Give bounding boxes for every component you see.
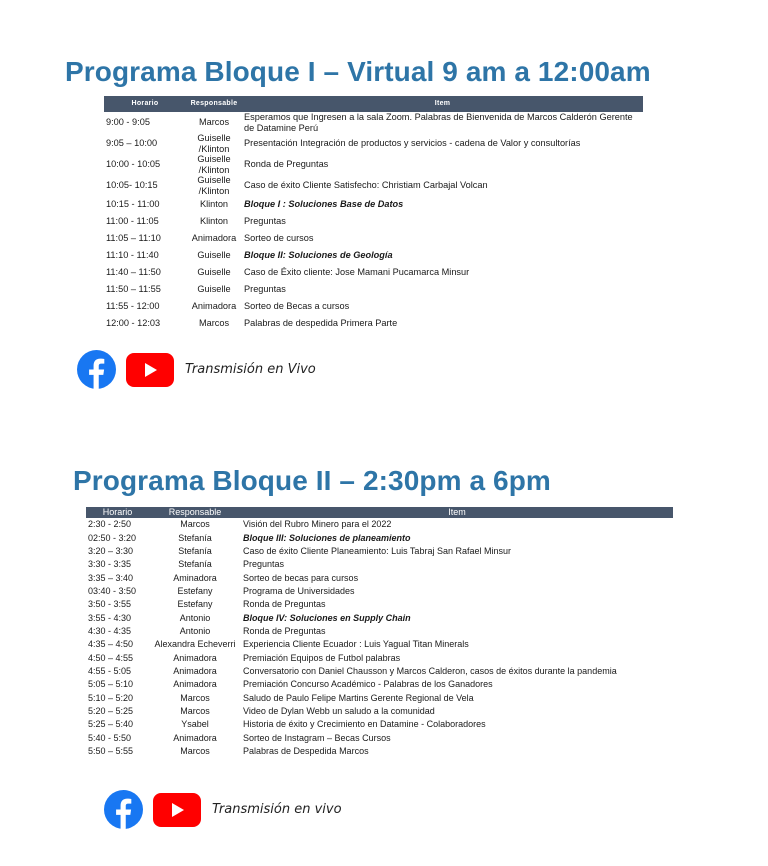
table-row: [104, 281, 643, 298]
time-cell: 4:35 – 4:50: [88, 639, 134, 650]
header-responsable: Responsable: [149, 507, 241, 518]
responsible-cell: Guiselle: [197, 250, 231, 261]
social-links-block2: [104, 789, 342, 830]
item-cell: Experiencia Cliente Ecuador : Luis Yagual Titan Minerals: [243, 639, 469, 650]
responsible-cell: Antonio: [179, 625, 211, 636]
time-cell: 5:25 – 5:40: [88, 719, 134, 730]
table-row: [104, 196, 643, 213]
table-row: [86, 678, 673, 691]
table-row: [86, 518, 673, 531]
header-horario: Horario: [104, 96, 186, 112]
time-cell: 3:35 – 3:40: [88, 572, 134, 583]
responsible-cell: Animadora: [173, 665, 217, 676]
table-row: [104, 298, 643, 315]
time-cell: 11:05 – 11:10: [106, 233, 161, 244]
table-row: [86, 705, 673, 718]
item-cell: Video de Dylan Webb un saludo a la comunidad: [243, 705, 435, 716]
live-stream-label: Transmisión en vivo: [212, 802, 342, 817]
responsible-cell: Antonio: [179, 612, 211, 623]
time-cell: 10:00 - 10:05: [106, 159, 161, 170]
responsible-cell: Marcos: [180, 519, 210, 530]
table-row: [104, 315, 643, 332]
item-cell: Bloque II: Soluciones de Geología: [244, 250, 393, 261]
live-stream-label: Transmisión en Vivo: [185, 362, 316, 377]
item-cell: Palabras de Despedida Marcos: [243, 746, 369, 757]
table-row: [86, 531, 673, 544]
table-row: [86, 732, 673, 745]
responsible-cell: Marcos: [180, 692, 210, 703]
time-cell: 12:00 - 12:03: [106, 318, 161, 329]
time-cell: 11:55 - 12:00: [106, 301, 160, 312]
item-cell: Presentación Integración de productos y servicios - cadena de Valor y consultorías: [244, 138, 581, 149]
time-cell: 5:05 – 5:10: [88, 679, 134, 690]
item-cell: Premiación Equipos de Futbol palabras: [243, 652, 401, 663]
item-cell: Sorteo de Instagram – Becas Cursos: [243, 732, 391, 743]
facebook-icon[interactable]: [104, 789, 143, 830]
item-cell: Bloque IV: Soluciones en Supply Chain: [243, 612, 411, 623]
schedule-table-block2: [86, 507, 673, 758]
item-cell: Programa de Universidades: [243, 585, 355, 596]
time-cell: 5:10 – 5:20: [88, 692, 134, 703]
time-cell: 3:50 - 3:55: [88, 599, 132, 610]
block2-title: Programa Bloque II – 2:30pm a 6pm: [73, 465, 551, 496]
item-cell: Sorteo de Becas a cursos: [244, 301, 350, 312]
table-row: [86, 571, 673, 584]
time-cell: 4:30 - 4:35: [88, 625, 132, 636]
schedule-body-block1: [104, 112, 643, 332]
header-horario: Horario: [86, 507, 149, 518]
item-cell: Esperamos que Ingresen a la sala Zoom. Palabras de Bienvenida de Marcos Calderón Gerente de Datamine Perú: [244, 112, 633, 133]
table-row: [86, 558, 673, 571]
responsible-cell: Guiselle: [197, 284, 231, 295]
time-cell: 9:00 - 9:05: [106, 117, 150, 128]
item-cell: Preguntas: [243, 559, 285, 570]
table-row: [86, 665, 673, 678]
facebook-icon[interactable]: [77, 349, 116, 390]
table-row: [104, 230, 643, 247]
item-cell: Caso de Éxito cliente: Jose Mamani Pucamarca Minsur: [244, 267, 470, 278]
time-cell: 02:50 - 3:20: [88, 532, 137, 543]
table-row: [86, 718, 673, 731]
table-row: [104, 213, 643, 230]
responsible-cell: Alexandra Echeverri: [154, 639, 236, 650]
table-row: [86, 625, 673, 638]
table-row: [86, 611, 673, 624]
table-row: [104, 133, 643, 154]
time-cell: 5:40 - 5:50: [88, 732, 132, 743]
time-cell: 11:00 - 11:05: [106, 216, 159, 227]
item-cell: Saludo de Paulo Felipe Martins Gerente Regional de Vela: [243, 692, 474, 703]
time-cell: 4:50 – 4:55: [88, 652, 134, 663]
responsible-cell: Marcos: [198, 318, 230, 329]
item-cell: Premiación Concurso Académico - Palabras de los Ganadores: [243, 679, 493, 690]
item-cell: Preguntas: [244, 284, 286, 295]
table-row: [86, 585, 673, 598]
responsible-cell: Animadora: [173, 652, 217, 663]
table-header-row: [86, 507, 673, 518]
header-responsable: Responsable: [186, 96, 242, 112]
responsible-cell: Estefany: [177, 585, 213, 596]
item-cell: Visión del Rubro Minero para el 2022: [243, 519, 392, 530]
item-cell: Palabras de despedida Primera Parte: [244, 318, 398, 329]
responsible-cell: Marcos: [180, 746, 210, 757]
responsible-cell: Guiselle /Klinton: [197, 133, 231, 154]
item-cell: Ronda de Preguntas: [243, 625, 326, 636]
time-cell: 11:50 – 11:55: [106, 284, 161, 295]
time-cell: 4:55 - 5:05: [88, 665, 132, 676]
item-cell: Bloque III: Soluciones de planeamiento: [243, 532, 411, 543]
item-cell: Sorteo de becas para cursos: [243, 572, 359, 583]
item-cell: Caso de éxito Cliente Satisfecho: Christiam Carbajal Volcan: [244, 180, 488, 191]
time-cell: 3:30 - 3:35: [88, 559, 132, 570]
table-row: [86, 691, 673, 704]
item-cell: Bloque I : Soluciones Base de Datos: [244, 199, 404, 210]
time-cell: 3:55 - 4:30: [88, 612, 132, 623]
responsible-cell: Animadora: [191, 233, 237, 244]
item-cell: Caso de éxito Cliente Planeamiento: Luis Tabraj San Rafael Minsur: [243, 545, 511, 556]
item-cell: Conversatorio con Daniel Chausson y Marcos Calderon, casos de éxitos durante la pandemia: [243, 665, 617, 676]
table-row: [86, 638, 673, 651]
schedule-body-block2: [86, 518, 673, 758]
responsible-cell: Guiselle /Klinton: [197, 154, 231, 175]
responsible-cell: Animadora: [191, 301, 237, 312]
table-row: [104, 175, 643, 196]
responsible-cell: Animadora: [173, 679, 217, 690]
responsible-cell: Guiselle: [197, 267, 231, 278]
item-cell: Ronda de Preguntas: [243, 599, 326, 610]
responsible-cell: Aminadora: [173, 572, 217, 583]
table-row: [104, 112, 643, 133]
responsible-cell: Marcos: [198, 117, 230, 128]
table-row: [104, 247, 643, 264]
time-cell: 10:15 - 11:00: [106, 199, 160, 210]
youtube-icon[interactable]: [153, 793, 201, 827]
time-cell: 5:50 – 5:55: [88, 746, 134, 757]
responsible-cell: Ysabel: [181, 719, 209, 730]
table-header-row: [104, 96, 643, 112]
table-row: [86, 545, 673, 558]
responsible-cell: Klinton: [199, 216, 229, 227]
time-cell: 11:40 – 11:50: [106, 267, 161, 278]
time-cell: 03:40 - 3:50: [88, 585, 137, 596]
time-cell: 9:05 – 10:00: [106, 138, 158, 149]
table-row: [86, 745, 673, 758]
responsible-cell: Stefanía: [178, 545, 212, 556]
responsible-cell: Animadora: [173, 732, 217, 743]
responsible-cell: Klinton: [199, 199, 229, 210]
item-cell: Historia de éxito y Crecimiento en Datamine - Colaboradores: [243, 719, 486, 730]
youtube-icon[interactable]: [126, 353, 174, 387]
table-row: [104, 264, 643, 281]
social-links-block1: [77, 349, 316, 390]
schedule-table-block1: [104, 96, 643, 332]
block1-title: Programa Bloque I – Virtual 9 am a 12:00am: [65, 56, 651, 87]
item-cell: Ronda de Preguntas: [244, 159, 329, 170]
table-row: [86, 598, 673, 611]
item-cell: Sorteo de cursos: [244, 233, 314, 244]
time-cell: 11:10 - 11:40: [106, 250, 159, 261]
responsible-cell: Stefanía: [178, 532, 212, 543]
time-cell: 2:30 - 2:50: [88, 519, 132, 530]
header-item: Item: [241, 507, 673, 518]
responsible-cell: Marcos: [180, 705, 210, 716]
table-row: [104, 154, 643, 175]
table-row: [86, 651, 673, 664]
responsible-cell: Estefany: [177, 599, 213, 610]
time-cell: 3:20 – 3:30: [88, 545, 134, 556]
item-cell: Preguntas: [244, 216, 286, 227]
time-cell: 10:05- 10:15: [106, 180, 158, 191]
header-item: Item: [242, 96, 643, 112]
responsible-cell: Stefanía: [178, 559, 212, 570]
time-cell: 5:20 – 5:25: [88, 705, 134, 716]
responsible-cell: Guiselle /Klinton: [197, 175, 231, 196]
